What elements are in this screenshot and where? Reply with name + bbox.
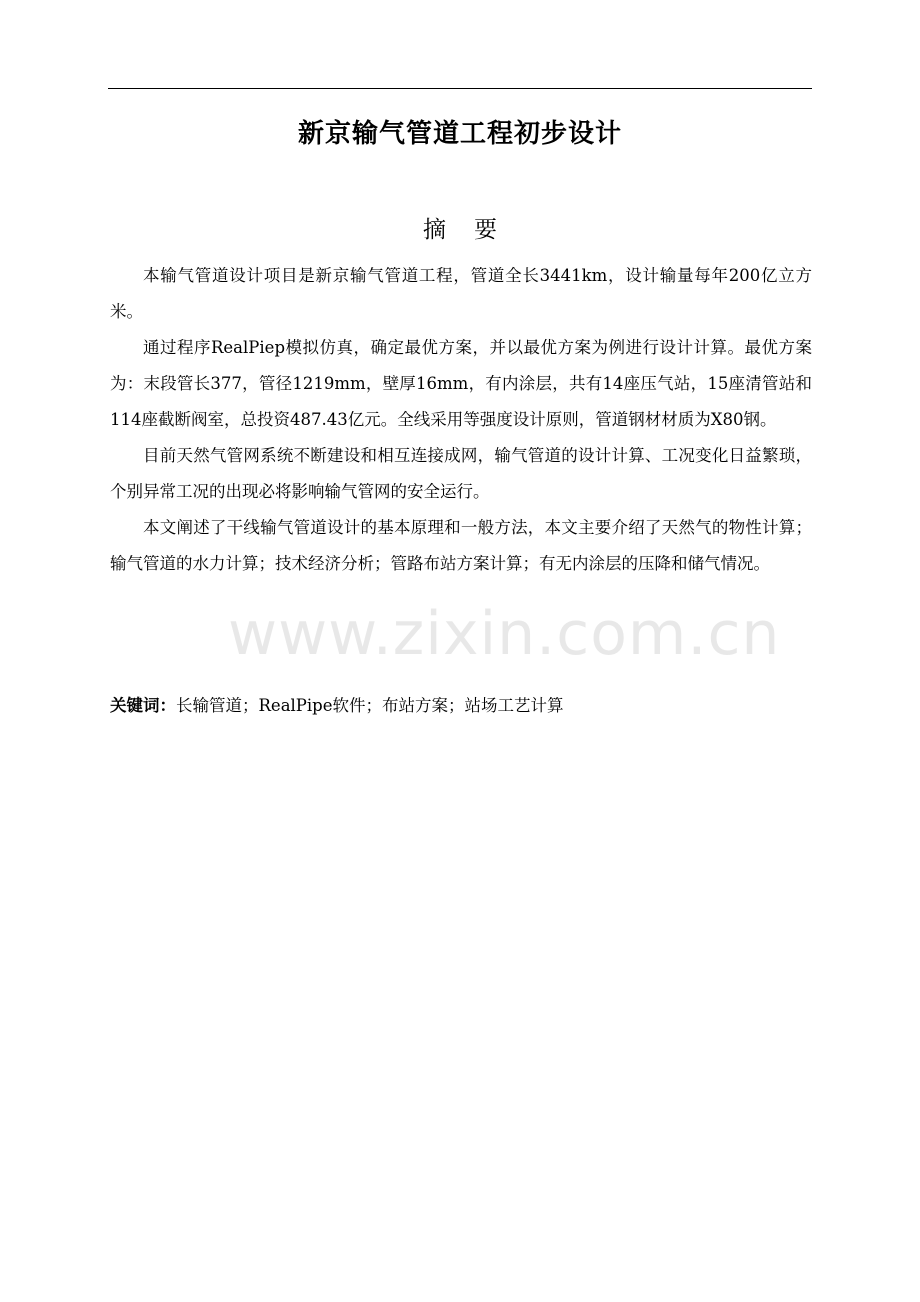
keywords-label: 关键词： — [110, 696, 176, 715]
header-rule — [108, 88, 812, 89]
watermark: www.zixin.com.cn — [228, 599, 781, 669]
keywords-text: 长输管道；RealPipe软件；布站方案；站场工艺计算 — [176, 696, 564, 715]
abstract-body — [110, 258, 812, 582]
abstract-paragraph: 本输气管道设计项目是新京输气管道工程，管道全长3441km，设计输量每年200亿立方米。 — [110, 266, 812, 321]
document-title: 新京输气管道工程初步设计 — [297, 119, 622, 149]
abstract-paragraph: 目前天然气管网系统不断建设和相互连接成网，输气管道的设计计算、工况变化日益繁琐，个别异常工况的出现必将影响输气管网的安全运行。 — [110, 446, 812, 501]
abstract-paragraph: 本文阐述了干线输气管道设计的基本原理和一般方法，本文主要介绍了天然气的物性计算；输气管道的水力计算；技术经济分析；管路布站方案计算；有无内涂层的压降和储气情况。 — [110, 518, 812, 573]
abstract-heading: 摘要 — [423, 217, 525, 243]
abstract-paragraph: 通过程序RealPiep模拟仿真，确定最优方案，并以最优方案为例进行设计计算。最优方案为：末段管长377，管径1219mm，壁厚16mm，有内涂层，共有14座压气站，15座清管站和114座截断阀室，总投资487.43亿元。全线采用等强度设计原则，管道钢材材质为X80钢。 — [110, 338, 812, 429]
keywords-line — [110, 688, 812, 724]
